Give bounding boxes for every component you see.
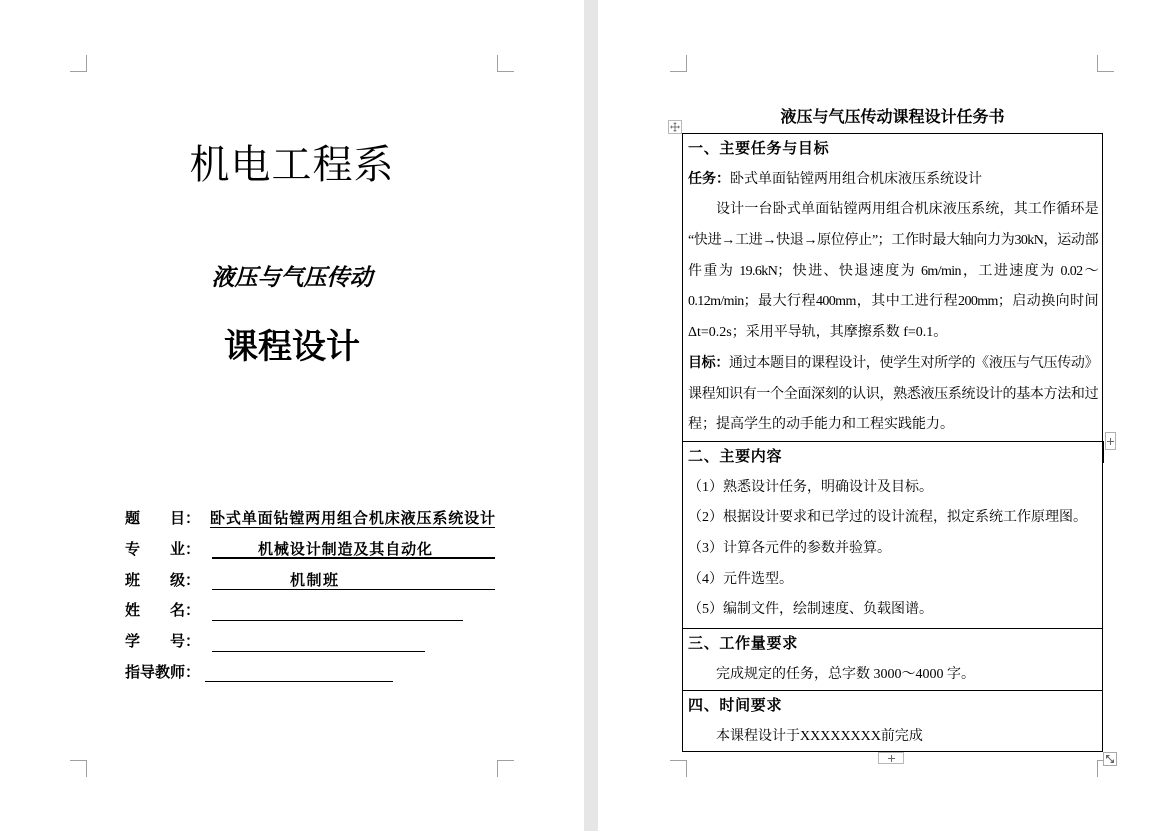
field-value-class[interactable]: 机制班 xyxy=(212,572,495,590)
resize-icon xyxy=(1105,754,1115,764)
field-value-topic[interactable]: 卧式单面钻镗两用组合机床液压系统设计 xyxy=(210,510,495,528)
field-row-major xyxy=(125,535,495,566)
cover-page[interactable] xyxy=(0,0,584,831)
task-label: 任务： xyxy=(688,171,730,187)
goal-line: 课程知识有一个全面深刻的认识，熟悉液压系统设计的基本方法和过 xyxy=(688,386,1098,402)
table-row-main-content xyxy=(683,442,1102,629)
field-label-name: 姓 名： xyxy=(125,602,201,620)
course-title: 液压与气压传动 xyxy=(211,264,373,291)
field-label-major: 专 业： xyxy=(125,540,201,558)
field-value-student-id[interactable] xyxy=(212,634,425,652)
crop-mark-bottom-left xyxy=(70,760,87,777)
section-heading-main-content: 二、主要内容 xyxy=(688,449,783,465)
crop-mark-bottom-left xyxy=(670,760,687,777)
workload-text: 完成规定的任务，总字数 3000～4000 字。 xyxy=(716,666,975,682)
description-line: Δt=0.2s；采用平导轨，其摩擦系数 f=0.1。 xyxy=(688,325,948,341)
section-heading-schedule: 四、时间要求 xyxy=(688,698,783,714)
schedule-text: 本课程设计于XXXXXXXX前完成 xyxy=(716,728,923,744)
table-resize-handle[interactable] xyxy=(1103,752,1117,766)
list-item: （5）编制文件，绘制速度、负载图谱。 xyxy=(688,602,933,618)
table-row-workload xyxy=(683,629,1102,691)
description-line: 0.12m/min；最大行程400mm，其中工进行程200mm；启动换向时间 xyxy=(688,294,1098,310)
goal-line: 程；提高学生的动手能力和工程实践能力。 xyxy=(688,417,954,433)
field-row-advisor xyxy=(125,658,495,689)
table-row-tasks-goals xyxy=(683,134,1102,442)
cover-info-form xyxy=(125,504,495,689)
crop-mark-bottom-right xyxy=(497,760,514,777)
field-value-major[interactable]: 机械设计制造及其自动化 xyxy=(212,541,495,559)
crop-mark-top-left xyxy=(70,55,87,72)
task-table xyxy=(682,133,1103,752)
field-row-name xyxy=(125,596,495,627)
field-label-class: 班 级： xyxy=(125,571,201,589)
goal-text: 通过本题目的课程设计，使学生对所学的《液压与气压传动》 xyxy=(729,355,1098,371)
crop-mark-top-left xyxy=(670,55,687,72)
list-item: （3）计算各元件的参数并验算。 xyxy=(688,541,891,557)
field-row-class xyxy=(125,566,495,597)
crop-mark-top-right xyxy=(497,55,514,72)
field-row-topic xyxy=(125,504,495,535)
section-heading-tasks-goals: 一、主要任务与目标 xyxy=(688,141,830,157)
add-row-button[interactable] xyxy=(878,752,904,764)
field-label-student-id: 学 号： xyxy=(125,633,201,651)
field-value-name[interactable] xyxy=(212,603,463,621)
description-line: 设计一台卧式单面钻镗两用组合机床液压系统，其工作循环是 xyxy=(716,202,1098,218)
goal-line xyxy=(688,349,1098,380)
description-line: 件重为 19.6kN；快进、快退速度为 6m/min，工进速度为 0.02～ xyxy=(688,263,1098,279)
task-text: 卧式单面钻镗两用组合机床液压系统设计 xyxy=(730,171,982,187)
task-line xyxy=(688,165,1098,196)
task-sheet-title: 液压与气压传动课程设计任务书 xyxy=(780,109,1005,126)
add-column-button[interactable] xyxy=(1105,432,1116,450)
course-design-title: 课程设计 xyxy=(224,327,360,367)
section-heading-workload: 三、工作量要求 xyxy=(688,636,798,652)
text-cursor xyxy=(1102,441,1104,463)
task-sheet-page[interactable] xyxy=(598,0,1175,831)
list-item: （4）元件选型。 xyxy=(688,571,793,587)
department-title: 机电工程系 xyxy=(189,143,395,187)
field-label-topic: 题 目： xyxy=(125,510,201,527)
plus-icon xyxy=(1107,438,1114,445)
field-row-student-id xyxy=(125,627,495,658)
table-row-schedule xyxy=(683,691,1102,751)
field-value-advisor[interactable] xyxy=(205,664,393,682)
crop-mark-top-right xyxy=(1097,55,1114,72)
list-item: （2）根据设计要求和已学过的设计流程，拟定系统工作原理图。 xyxy=(688,510,1087,526)
list-item: （1）熟悉设计任务，明确设计及目标。 xyxy=(688,479,933,495)
table-move-icon[interactable] xyxy=(668,120,682,134)
goal-label: 目标： xyxy=(688,355,730,371)
description-line: “快进→工进→快退→原位停止”；工作时最大轴向力为30kN，运动部 xyxy=(688,233,1098,249)
field-label-advisor: 指导教师： xyxy=(125,663,201,681)
plus-icon xyxy=(888,755,895,762)
